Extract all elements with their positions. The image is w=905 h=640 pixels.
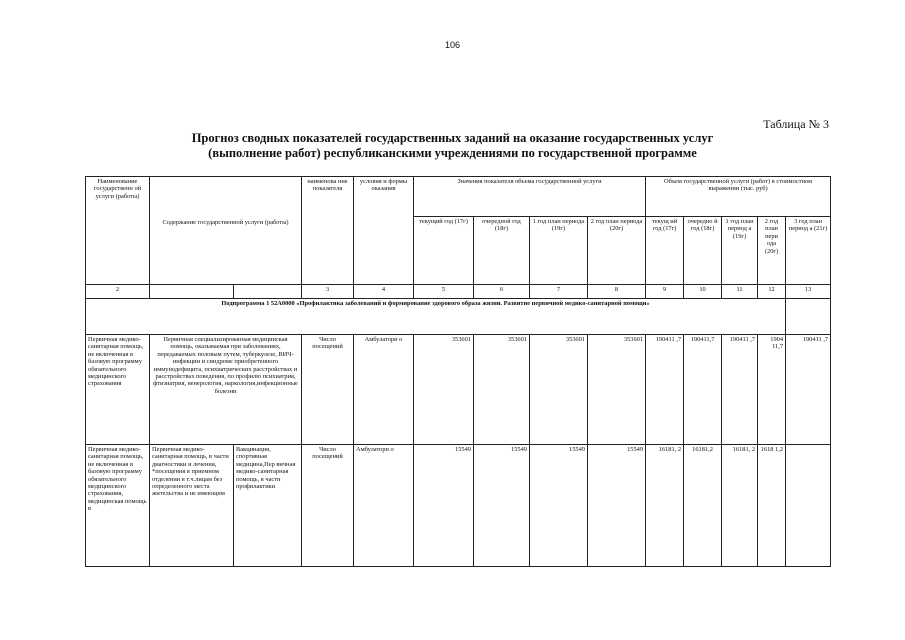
col-number: 6 [474, 285, 530, 299]
title-line-2: (выполнение работ) республиканскими учреждениями по государственной программе [208, 146, 697, 160]
col-number: 2 [86, 285, 150, 299]
row-content-part-b: Вакцинация, спортивная медицина,Пер вичная медико-санитарная помощь, в части профилактики [234, 445, 302, 567]
header-cost-group: Объем государственной услуги (работ) в стоимостном выражении (тыс. руб) [646, 177, 831, 217]
header-volume-group: Значения показателя объема государственной услуги [414, 177, 646, 217]
row-cost-next: 190411,7 [684, 335, 722, 445]
row-vol-plan1: 353601 [530, 335, 588, 445]
row-conditions: Амбулаторн о [354, 335, 414, 445]
header-cost-plan3: 3 год план период а (21г) [786, 217, 831, 285]
row-cost-plan1: 16181, 2 [722, 445, 758, 567]
row-cost-current: 190411 ,7 [646, 335, 684, 445]
table-row [86, 445, 831, 567]
header-content: Содержание государственной услуги (работы) [150, 177, 302, 285]
row-cost-plan2: 1904 11,7 [758, 335, 786, 445]
header-conditions: условия и формы оказания [354, 177, 414, 285]
row-service-name: Первичная медико-санитарная помощь, не включенная в базовую программу обязательного медицинского страхования [86, 335, 150, 445]
col-number: 11 [722, 285, 758, 299]
table-label: Таблица № 3 [763, 117, 829, 131]
header-service-name: Наименование государственн ой услуги (работы) [86, 177, 150, 285]
header-vol-current: текущий год (17г) [414, 217, 474, 285]
row-cost-plan1: 190411 ,7 [722, 335, 758, 445]
header-cost-current: текущ ий год (17г) [646, 217, 684, 285]
row-content: Первичная специализированная медицинская помощь, оказываемая при заболеваниях, передаваемых половым путем, туберкулезе, ВИЧ-инфекции и синдроме приобретенного иммунодефицита, психиатрических расстройствах и расстройствах поведения, по профилю психиатрия, фтизиатрия, венерология, наркология,инфекционные болезни [150, 335, 302, 445]
col-number: 12 [758, 285, 786, 299]
subprogram-empty-cell [786, 299, 831, 335]
forecast-table [85, 176, 831, 567]
col-number: 10 [684, 285, 722, 299]
row-cost-plan2: 1618 1,2 [758, 445, 786, 567]
row-cost-current: 16181, 2 [646, 445, 684, 567]
header-vol-plan2: 2 год план периода (20г) [588, 217, 646, 285]
col-number-empty [234, 285, 302, 299]
col-number: 7 [530, 285, 588, 299]
row-cost-plan3-empty [786, 445, 831, 567]
subprogram-row [86, 299, 831, 335]
row-vol-plan2: 15549 [588, 445, 646, 567]
row-cost-plan3: 190411 ,7 [786, 335, 831, 445]
document-title [0, 131, 905, 161]
column-number-row [86, 285, 831, 299]
row-conditions: Амбулаторн о [354, 445, 414, 567]
row-content-part-a: Первичная медико-санитарная помощь, в части диагностики и лечения, *посещения в приемном отделении в т.ч.лицам без определенного места жительства и не имеющим [150, 445, 234, 567]
col-number: 4 [354, 285, 414, 299]
header-indicator-name: наименова ние показателя [302, 177, 354, 285]
header-row-1 [86, 177, 831, 217]
header-cost-next: очередно й год (18г) [684, 217, 722, 285]
header-cost-plan1: 1 год план период а (19г) [722, 217, 758, 285]
header-cost-plan2: 2 год план пери ода (20г) [758, 217, 786, 285]
page-number: 106 [444, 40, 461, 50]
subprogram-title: Подпрограмма 1 52А0000 «Профилактика заболеваний и формирование здорового образа жизни. Развитие первичной медико-санитарной помощи» [86, 299, 786, 335]
col-number-empty [150, 285, 234, 299]
row-indicator: Число посещений [302, 445, 354, 567]
row-vol-plan2: 353601 [588, 335, 646, 445]
row-vol-current: 353601 [414, 335, 474, 445]
table-row [86, 335, 831, 445]
col-number: 13 [786, 285, 831, 299]
col-number: 5 [414, 285, 474, 299]
row-vol-next: 353601 [474, 335, 530, 445]
row-vol-next: 15549 [474, 445, 530, 567]
row-indicator: Число посещений [302, 335, 354, 445]
col-number: 8 [588, 285, 646, 299]
row-vol-plan1: 15549 [530, 445, 588, 567]
row-cost-next: 16181,2 [684, 445, 722, 567]
col-number: 3 [302, 285, 354, 299]
row-service-name: Первичная медико-санитарная помощь, не включенная в базовую программу обязательного медицинского страхования, медицинская помощь в [86, 445, 150, 567]
col-number: 9 [646, 285, 684, 299]
title-line-1: Прогноз сводных показателей государственных заданий на оказание государственных услуг [191, 131, 714, 145]
header-vol-next: очередной год (18г) [474, 217, 530, 285]
row-vol-current: 15549 [414, 445, 474, 567]
header-vol-plan1: 1 год план периода (19г) [530, 217, 588, 285]
